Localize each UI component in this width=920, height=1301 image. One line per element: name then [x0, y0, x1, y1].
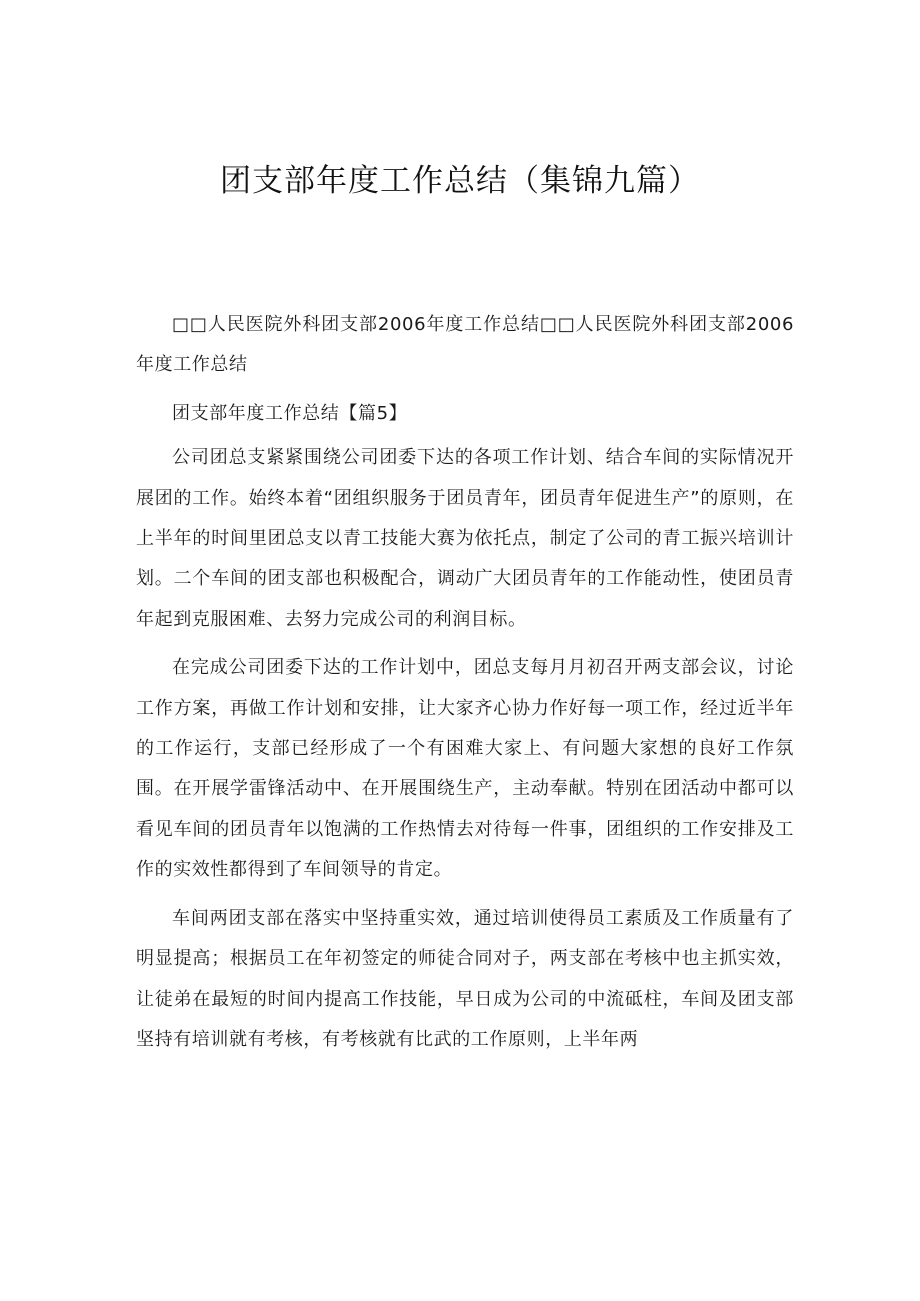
paragraph: 车间两团支部在落实中坚持重实效，通过培训使得员工素质及工作质量有了明显提高；根据员工在年初签定的师徒合同对子，两支部在考核中也主抓实效，让徒弟在最短的时间内提高工作技能，早日成为公司的中流砥柱，车间及团支部坚持有培训就有考核，有考核就有比武的工作原则，上半年两 — [136, 907, 794, 1050]
document-body — [136, 305, 794, 1068]
section-heading: 团支部年度工作总结【篇5】 — [172, 402, 408, 424]
paragraph: 公司团总支紧紧围绕公司团委下达的各项工作计划、结合车间的实际情况开展团的工作。始终本着“团组织服务于团员青年，团员青年促进生产”的原则，在上半年的时间里团总支以青工技能大赛为依托点，制定了公司的青工振兴培训计划。二个车间的团支部也积极配合，调动广大团员青年的工作能动性，使团员青年起到克服困难、去努力完成公司的利润目标。 — [136, 447, 794, 630]
paragraph-heading-line: □□人民医院外科团支部2006年度工作总结□□人民医院外科团支部2006年度工作总结 — [136, 314, 794, 376]
document-title: 团支部年度工作总结（集锦九篇） — [220, 163, 700, 199]
paragraph: 在完成公司团委下达的工作计划中，团总支每月月初召开两支部会议，讨论工作方案，再做工作计划和安排，让大家齐心协力作好每一项工作，经过近半年的工作运行，支部已经形成了一个有困难大家上、有问题大家想的良好工作氛围。在开展学雷锋活动中、在开展围绕生产，主动奉献。特别在团活动中都可以看见车间的团员青年以饱满的工作热情去对待每一件事，团组织的工作安排及工作的实效性都得到了车间领导的肯定。 — [136, 657, 794, 881]
